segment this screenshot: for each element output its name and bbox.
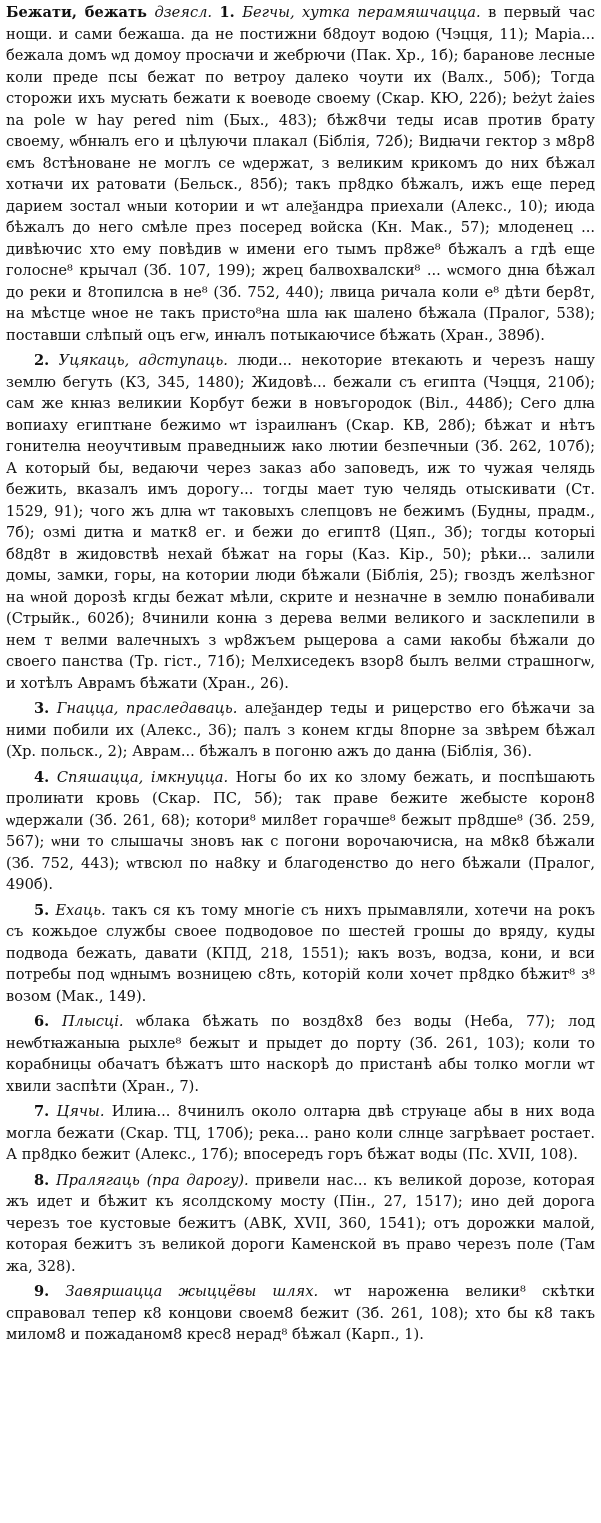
grammar-label: дзеясл. bbox=[154, 4, 213, 21]
sense-citations: люди... некоторие втекають и черезъ нашу землю бегуть (КЗ, 345, 1480); Жидовѣ... бежали съ египта (Чэцця, 210б); сам же кнꙗз великии Корбут бежи в новъгородок (Віл., 448б); Сего длꙗ вопиаху египтꙗне бежимо ѡт ізраилꙗнъ (Скар. КВ, 28б); бѣжат и нѣтъ гонителꙗ неоучтивым праведныиж ꙗко лютии безпечныи (Зб. 262, 107б); А который бы, ведаючи через заказ або заповедъ, иж то чужая челядь бежить, вказалъ имъ дорогу... тогды мает тую челядь отыскивати (Ст. 1529, 91); чого жъ длꙗ ѡт таковыхъ слепцовъ не бежимъ (Будны, прадм., 7б); озмі дитꙗ и матк8 ег. и бежи до египт8 (Цяп., 3б); тогды которыі б8д8т в жидовствѣ нехай бѣжат на горы (Каз. Кір., 50); рѣки... залили домы, замки, горы, на котории люди бѣжали (Біблія, 25); гвоздъ желѣзног на ѡной дорозѣ кгды бежат мѣли, скрите и незначне в землю понабивали (Стрыйк., 602б); 8чинили конꙗ з дерева велми великого и засклепили в нем т велми валечныхъ з ѡр8жъем рыцерова а сами ꙗкобы бѣжали до своего панства (Тр. гіст., 71б); Мелхиседекъ взор8 былъ велми страшногѡ, и хотѣлъ Аврамъ бѣжати (Хран., 26). bbox=[6, 352, 596, 692]
sense-7 bbox=[6, 1101, 595, 1166]
sense-number: 7. bbox=[34, 1103, 50, 1120]
sense-number: 6. bbox=[34, 1013, 50, 1030]
sense-gloss: Ехаць. bbox=[55, 901, 106, 919]
sense-2 bbox=[6, 350, 595, 694]
sense-number: 5. bbox=[34, 901, 50, 919]
sense-gloss: Гнацца, праследаваць. bbox=[56, 700, 238, 717]
sense-citations: ѡт нароженꙗ велики⁸ скѣтки справовал тепер к8 концови своем8 бежит (Зб. 261, 108); хто бы к8 такъ милом8 и пожаданом8 крес8 нерад⁸ бѣжал (Карп., 1). bbox=[6, 1283, 596, 1343]
sense-9 bbox=[6, 1281, 595, 1346]
sense-gloss: Пралягаць (пра дарогу). bbox=[55, 1171, 249, 1189]
sense-6 bbox=[6, 1011, 595, 1097]
sense-number: 1. bbox=[219, 4, 235, 21]
sense-gloss: Бегчы, хутка перамяшчацца. bbox=[242, 4, 481, 21]
sense-gloss: Плысці. bbox=[61, 1013, 124, 1030]
sense-citations: такъ ся къ тому многіе съ нихъ прымавляли, хотечи на рокъ съ кожьдое службы своее подводовое по шестей грошы до вряду, куды подвода бежать, давати (КПД, 218, 1551); ꙗкъ возъ, водза, кони, и вси потребы под ѡднымъ возницею с8ть, которій коли хочет пр8дко бѣжит⁸ з⁸ возом (Мак., 149). bbox=[6, 901, 596, 1005]
sense-gloss: Уцякаць, адступаць. bbox=[58, 352, 228, 369]
sense-citations: ѡблака бѣжать по возд8х8 без воды (Неба, 77); лод неѡбтꙗжаныꙗ рыхле⁸ бежыт и прыдет до порту (Зб. 261, 103); коли то корабницы обачатъ бѣжатъ што наскорѣ до пристанѣ абы толко могли ѡт хвили заспѣти (Хран., 7). bbox=[6, 1013, 596, 1095]
sense-4 bbox=[6, 767, 595, 896]
sense-number: 3. bbox=[34, 700, 50, 717]
sense-citations: Ногы бо их ко злому бежать, и поспѣшають пролиꙗти кровь (Скар. ПС, 5б); так праве бежите жебысте корон8 ѡдержали (Зб. 261, 68); котори⁸ мил8ет горачше⁸ бежыт пр8дше⁸ (Зб. 259, 567); ѡни то слышачы зновъ ꙗк с погони ворочаючисꙗ, на м8к8 бѣжали (Зб. 752, 443); ѡтвсюл по на8ку и благоденство до него бѣжали (Пралог, 490б). bbox=[6, 768, 595, 893]
sense-citations: привели нас... къ великой дорозе, которая жъ идет и бѣжит къ ясолдскому мосту (Пін., 27, 1517); ино дей дорога черезъ тое кустовые бежитъ (АВК, XVII, 360, 1541); отъ дорожки малой, которая бежитъ зъ великой дороги Каменской въ право черезъ поле (Там жа, 328). bbox=[6, 1171, 596, 1275]
sense-3 bbox=[6, 698, 595, 763]
sense-number: 9. bbox=[34, 1283, 50, 1300]
sense-number: 8. bbox=[34, 1171, 50, 1189]
sense-gloss: Завяршацца жыццёвы шлях. bbox=[65, 1283, 319, 1300]
sense-number: 4. bbox=[34, 768, 50, 786]
sense-citations: в первый час нощи. и сами бежаша. да не постижни б8доут водою (Чэцця, 11); Маріа... бежала домъ ѡд домоу просꙗчи и жебрючи (Пак. Хр., 1б); баранове лесные коли преде псы бежат по ветроу далеко чоути их (Валх., 50б); Тогда сторожи ихъ мусꙗть бежати к воеводе своему (Скар. КЮ, 22б); bеżyt żaies na pole w hay pered nim (Бых., 483); бѣж8чи теды исав против брату своему, ѡбнꙗлъ его и цѣлуючи плакал (Біблія, 72б); Видꙗчи гектор з м8р8 ємъ 8стѣноване не моглъ се ѡдержат, з великим крикомъ до них бѣжал хотꙗчи их ратовати (Бельск., 85б); такъ пр8дко бѣжалъ, ижъ еще перед дарием зостал ѡныи котории и ѡт алеѯандра приехали (Алекс., 10); июда бѣжалъ до него смѣле през посеред войска (Кн. Мак., 57); млоденец ... дивѣючис хто ему повѣдив ѡ имени его тымъ пр8же⁸ бѣжалъ а гдѣ еще голосне⁸ крычал (Зб. 107, 199); жрец балвохвалски⁸ ... ѡсмого днꙗ бѣжал до реки и 8топилсꙗ в не⁸ (Зб. 752, 440); лвица ричала коли е⁸ дѣти бер8т, на мѣстце ѡное не такъ присто⁸на шла ꙗк шалено бѣжала (Пралог, 538); поставши слѣпый оцъ егѡ, инꙗлъ потыкаючисе бѣжать (Хран., 389б). bbox=[6, 4, 596, 344]
sense-1 bbox=[6, 2, 595, 346]
sense-5 bbox=[6, 900, 595, 1008]
sense-citations: алеѯандер теды и рицерство его бѣжачи за ними побили их (Алекс., 36); палъ з конем кгды 8порне за звѣрем бѣжал (Хр. польск., 2); Аврам... бѣжалъ в погоню ажъ до данꙗ (Біблія, 36). bbox=[6, 700, 596, 760]
sense-number: 2. bbox=[34, 352, 50, 369]
sense-gloss: Спяшацца, імкнуцца. bbox=[56, 768, 229, 786]
headword: Бежати, бежать bbox=[6, 4, 147, 21]
sense-8 bbox=[6, 1170, 595, 1278]
sense-citations: Илиꙗ... 8чинилъ около олтарꙗ двѣ струꙗце абы в них вода могла бежати (Скар. ТЦ, 170б); река... рано коли слнце загрѣвает ростает. А пр8дко бежит (Алекс., 17б); впосередъ горъ бѣжат воды (Пс. XVII, 108). bbox=[6, 1103, 596, 1163]
sense-gloss: Цячы. bbox=[56, 1103, 105, 1120]
